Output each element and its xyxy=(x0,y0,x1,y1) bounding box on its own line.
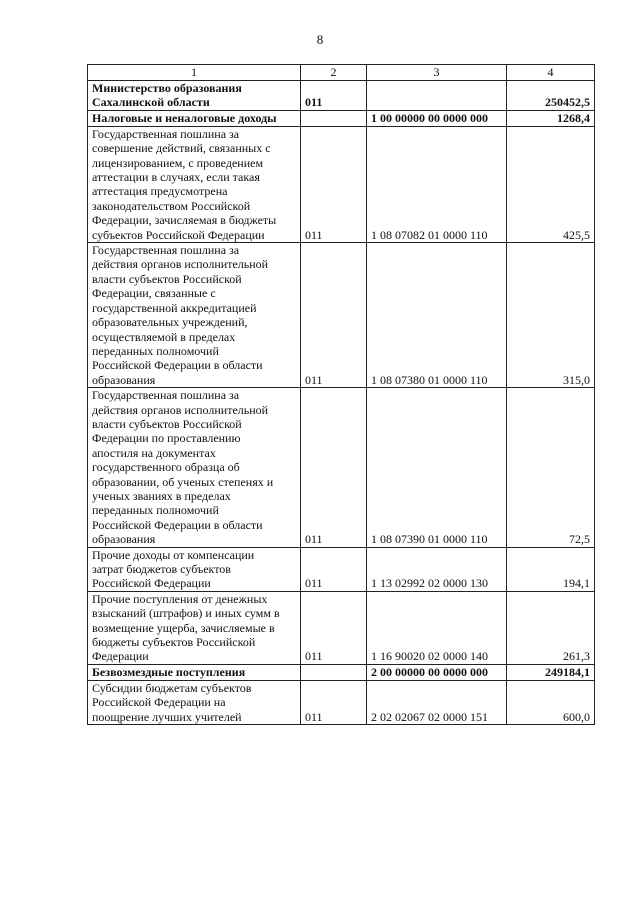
table-row xyxy=(88,243,595,388)
row-description xyxy=(88,591,301,664)
tax-section-name: Налоговые и неналоговые доходы xyxy=(88,110,301,126)
page-number: 8 xyxy=(316,32,324,47)
table-row xyxy=(88,591,595,664)
row-amount: 194,1 xyxy=(507,547,595,591)
ministry-row xyxy=(88,81,595,111)
table-header-row xyxy=(88,65,595,81)
table-row xyxy=(88,547,595,591)
description-line: аттестация предусмотрена xyxy=(92,184,228,199)
row-amount: 425,5 xyxy=(507,126,595,242)
description-line: Федерации, связанные с xyxy=(92,286,216,301)
description-line: Государственная пошлина за xyxy=(92,388,240,403)
row-code: 011 xyxy=(301,126,367,242)
row-code: 011 xyxy=(301,243,367,388)
row-kbk: 1 16 90020 02 0000 140 xyxy=(367,591,507,664)
description-line: Государственная пошлина за xyxy=(92,126,240,141)
description-line: субъектов Российской Федерации xyxy=(92,227,265,242)
description-line: возмещение ущерба, зачисляемые в xyxy=(92,620,275,635)
ministry-name-line: Министерство образования xyxy=(92,81,242,95)
description-line: Прочие поступления от денежных xyxy=(92,591,268,606)
description-line: Субсидии бюджетам субъектов xyxy=(92,680,252,695)
ministry-name xyxy=(88,81,301,111)
description-line: затрат бюджетов субъектов xyxy=(92,562,231,576)
grant-section-name: Безвозмездные поступления xyxy=(88,664,301,680)
grant-section-row xyxy=(88,664,595,680)
description-line: поощрение лучших учителей xyxy=(92,709,242,724)
table-row xyxy=(88,126,595,242)
description-line: государственного образца об xyxy=(92,460,240,475)
description-line: Федерации xyxy=(92,649,149,664)
description-line: Российской Федерации на xyxy=(92,695,226,710)
description-line: Федерации по проставлению xyxy=(92,431,241,446)
grant-section-amount: 249184,1 xyxy=(507,664,595,680)
row-description xyxy=(88,680,301,724)
description-line: власти субъектов Российской xyxy=(92,416,242,431)
row-amount: 315,0 xyxy=(507,243,595,388)
column-header-2: 2 xyxy=(301,65,367,81)
grant-section-code xyxy=(301,664,367,680)
column-header-4: 4 xyxy=(507,65,595,81)
description-line: действия органов исполнительной xyxy=(92,402,269,417)
description-line: апостиля на документах xyxy=(92,445,216,460)
tax-section-row xyxy=(88,110,595,126)
row-kbk: 1 08 07380 01 0000 110 xyxy=(367,243,507,388)
row-code: 011 xyxy=(301,547,367,591)
tax-section-kbk: 1 00 00000 00 0000 000 xyxy=(367,110,507,126)
row-description xyxy=(88,547,301,591)
row-kbk: 2 02 02067 02 0000 151 xyxy=(367,680,507,724)
description-line: ученых званиях в пределах xyxy=(92,488,231,503)
description-line: образования xyxy=(92,532,156,547)
column-header-1: 1 xyxy=(88,65,301,81)
row-code: 011 xyxy=(301,591,367,664)
description-line: законодательством Российской xyxy=(92,198,251,213)
description-line: Государственная пошлина за xyxy=(92,243,240,258)
grant-section-kbk: 2 00 00000 00 0000 000 xyxy=(367,664,507,680)
row-code: 011 xyxy=(301,680,367,724)
row-amount: 261,3 xyxy=(507,591,595,664)
row-amount: 72,5 xyxy=(507,388,595,547)
description-line: лицензированием, с проведением xyxy=(92,155,264,170)
description-line: образовательных учреждений, xyxy=(92,315,248,330)
description-line: власти субъектов Российской xyxy=(92,271,242,286)
description-line: переданных полномочий xyxy=(92,343,219,358)
description-line: взысканий (штрафов) и иных сумм в xyxy=(92,606,280,621)
row-description xyxy=(88,243,301,388)
ministry-kbk xyxy=(367,81,507,111)
description-line: аттестации в случаях, если такая xyxy=(92,170,260,185)
description-line: Федерации, зачисляемая в бюджеты xyxy=(92,213,277,228)
description-line: Российской Федерации в области xyxy=(92,358,263,373)
tax-section-amount: 1268,4 xyxy=(507,110,595,126)
row-description xyxy=(88,126,301,242)
budget-table xyxy=(87,64,595,725)
row-description xyxy=(88,388,301,547)
table-row xyxy=(88,388,595,547)
description-line: Прочие доходы от компенсации xyxy=(92,547,255,562)
row-kbk: 1 13 02992 02 0000 130 xyxy=(367,547,507,591)
tax-section-code xyxy=(301,110,367,126)
row-kbk: 1 08 07390 01 0000 110 xyxy=(367,388,507,547)
ministry-name-line: Сахалинской области xyxy=(92,95,210,110)
row-code: 011 xyxy=(301,388,367,547)
column-header-3: 3 xyxy=(367,65,507,81)
description-line: Российской Федерации xyxy=(92,576,211,591)
ministry-amount: 250452,5 xyxy=(507,81,595,111)
table-row xyxy=(88,680,595,724)
description-line: образования xyxy=(92,372,156,387)
description-line: бюджеты субъектов Российской xyxy=(92,635,256,650)
ministry-code: 011 xyxy=(301,81,367,111)
description-line: осуществляемой в пределах xyxy=(92,329,236,344)
description-line: действия органов исполнительной xyxy=(92,257,269,272)
description-line: переданных полномочий xyxy=(92,503,219,518)
description-line: образовании, об ученых степенях и xyxy=(92,474,274,489)
row-amount: 600,0 xyxy=(507,680,595,724)
description-line: Российской Федерации в области xyxy=(92,517,263,532)
row-kbk: 1 08 07082 01 0000 110 xyxy=(367,126,507,242)
description-line: государственной аккредитацией xyxy=(92,300,257,315)
description-line: совершение действий, связанных с xyxy=(92,141,271,156)
